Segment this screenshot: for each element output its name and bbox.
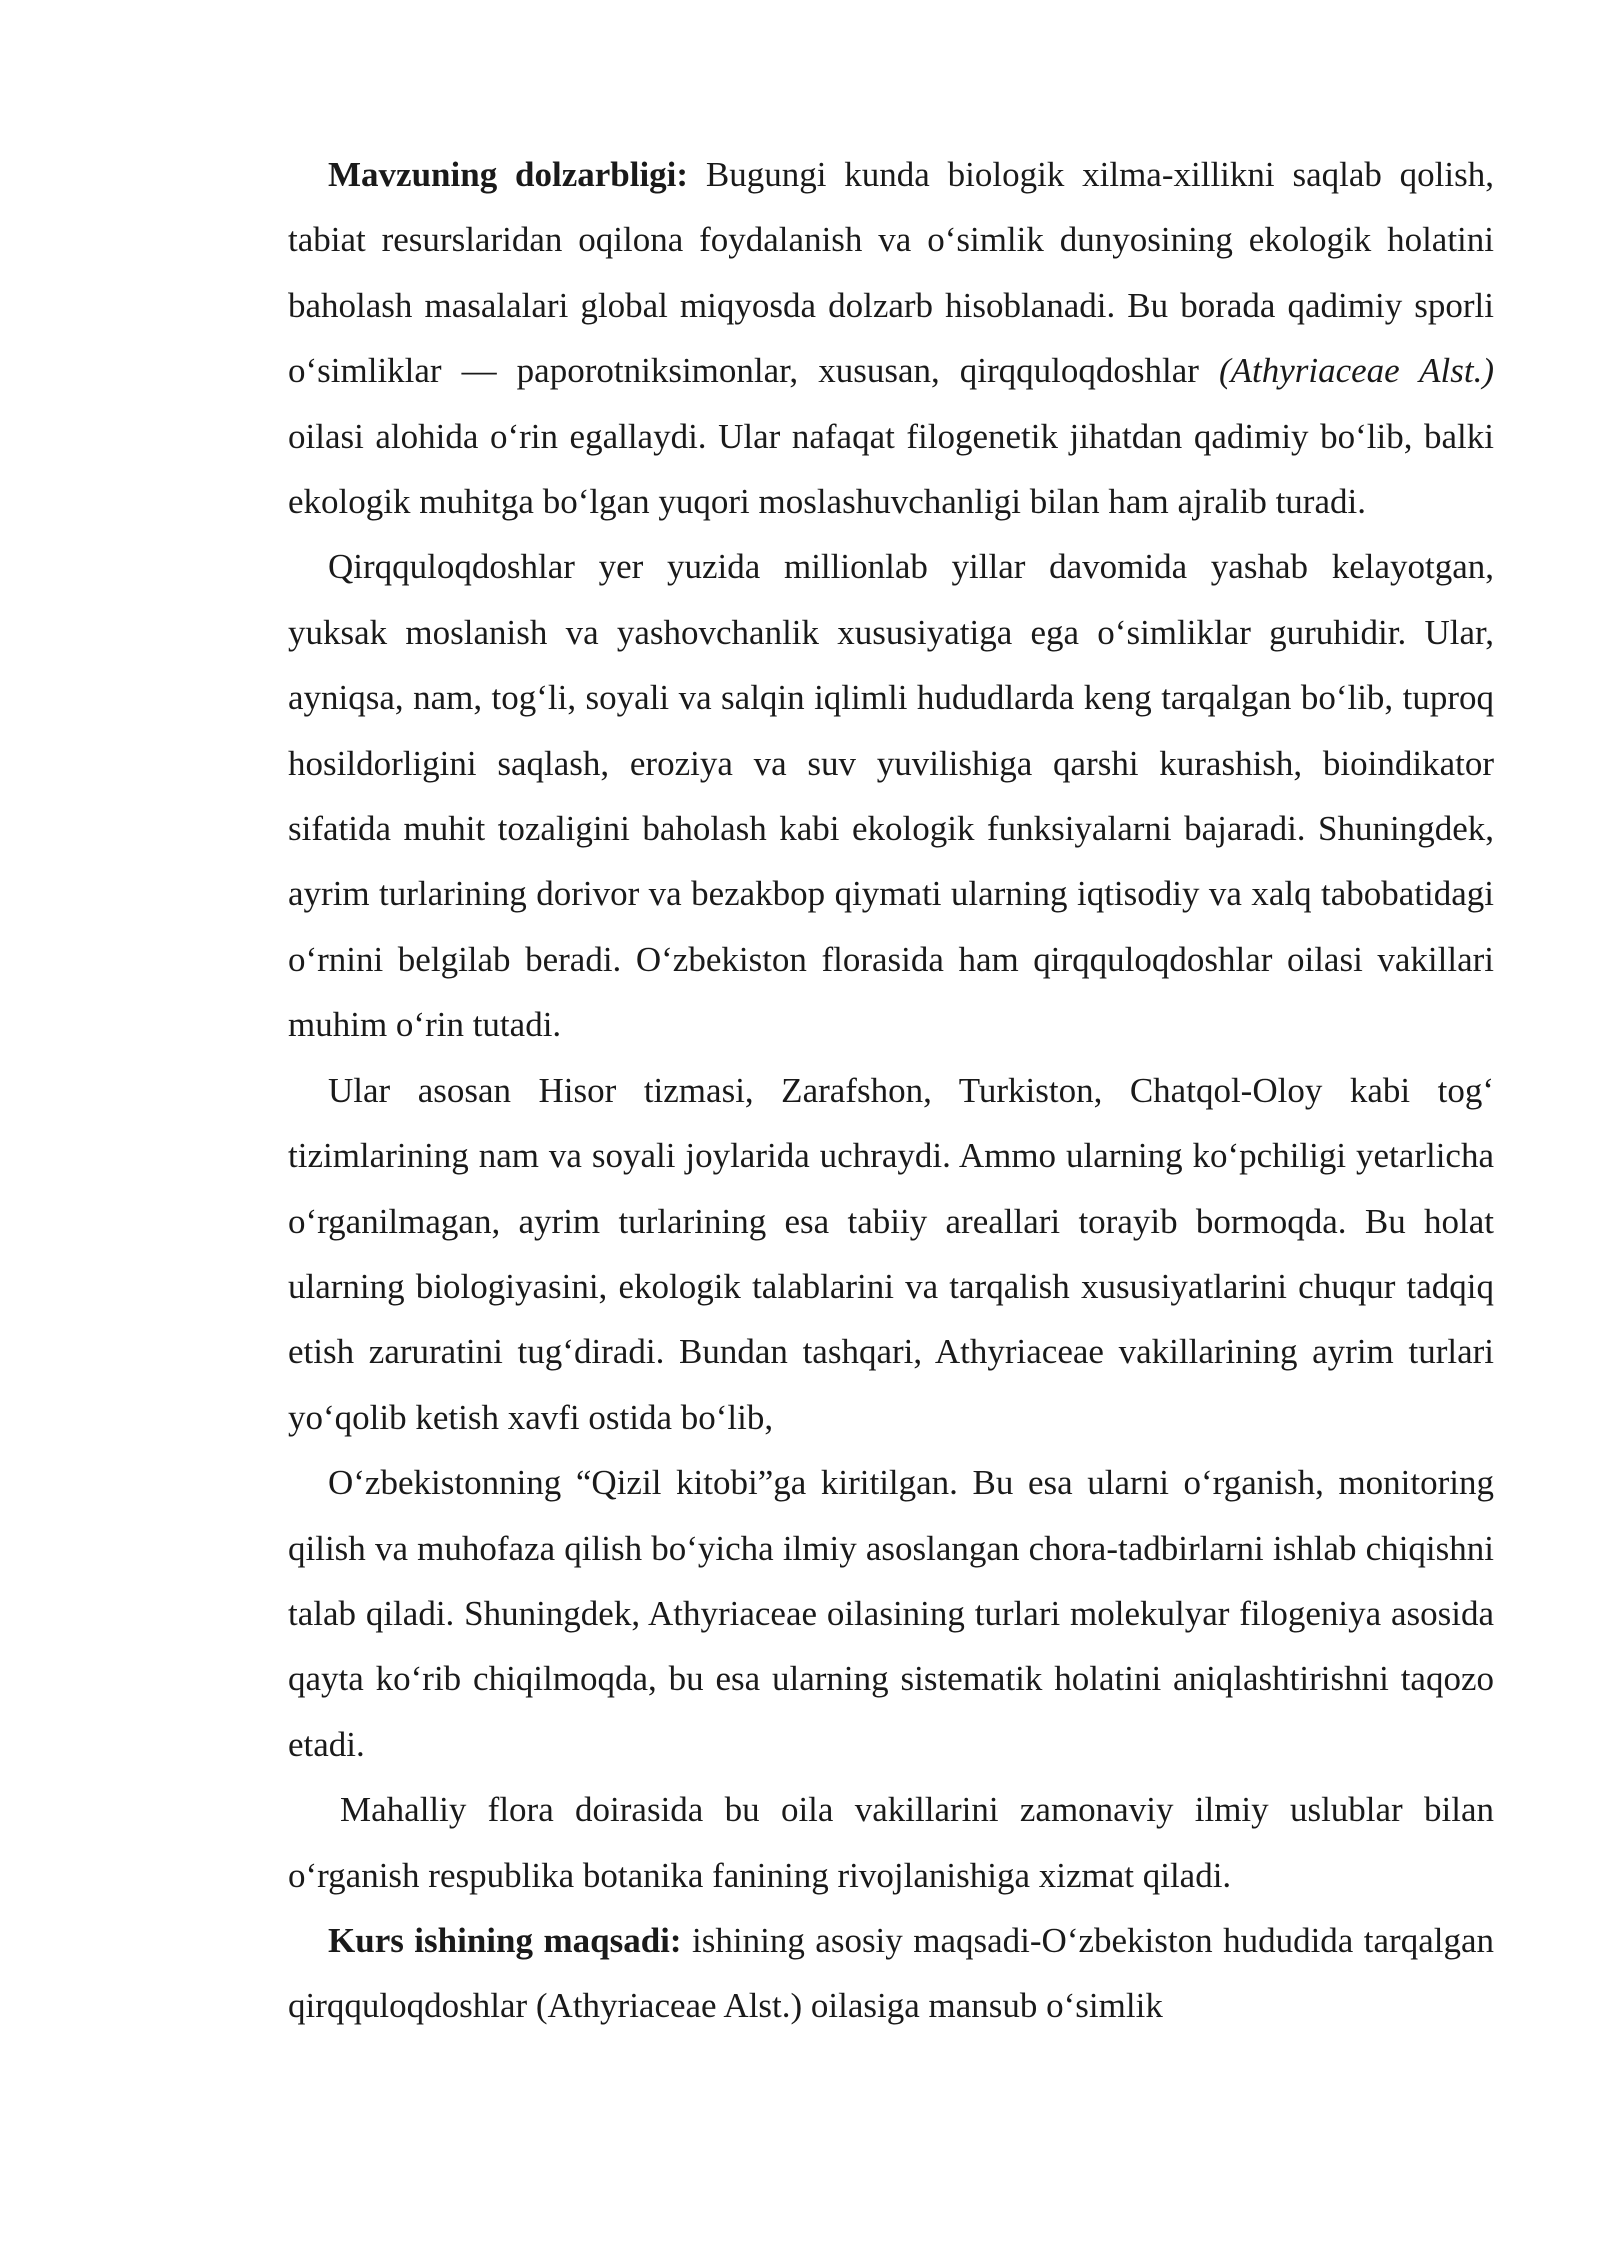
paragraph-description: Qirqquloqdoshlar yer yuzida millionlab yillar davomida yashab kelayotgan, yuksak moslanish va yashovchanlik xususiyatiga ega o‘simliklar guruhidir. Ular, ayniqsa, nam, tog‘li, soyali va salqin iqlimli hududlarda keng tarqalgan bo‘lib, tuproq hosildorligini saqlash, eroziya va suv yuvilishiga qarshi kurashish, bioindikator sifatida muhit tozaligini baholash kabi ekologik funksiyalarni bajaradi. Shuningdek, ayrim turlarining dorivor va bezakbop qiymati ularning iqtisodiy va xalq tabobatidagi o‘rnini belgilab beradi. O‘zbekiston florasida ham qirqquloqdoshlar oilasi vakillari muhim o‘rin tutadi. bbox=[288, 547, 1494, 1045]
paragraph-text: oilasi alohida o‘rin egallaydi. Ular nafaqat filogenetik jihatdan qadimiy bo‘lib, balki ekologik muhitga bo‘lgan yuqori moslashuvchanligi bilan ham ajralib turadi. bbox=[288, 416, 1494, 522]
section-heading-goal: Kurs ishining maqsadi: bbox=[328, 1920, 682, 1960]
paragraph-relevance bbox=[288, 142, 1494, 534]
paragraph-distribution: Ular asosan Hisor tizmasi, Zarafshon, Turkiston, Chatqol-Oloy kabi tog‘ tizimlarining nam va soyali joylarida uchraydi. Ammo ularning ko‘pchiligi yetarlicha o‘rganilmagan, ayrim turlarining esa tabiiy areallari torayib bormoqda. Bu holat ularning biologiyasini, ekologik talablarini va tarqalish xususiyatlarini chuqur tadqiq etish zaruratini tug‘diradi. Bundan tashqari, Athyriaceae vakillarining ayrim turlari yo‘qolib ketish xavfi ostida bo‘lib, bbox=[288, 1070, 1494, 1437]
paragraph-text: ishining asosiy maqsadi-O‘zbekiston hududida tarqalgan qirqquloqdoshlar (Athyriaceae Alst.) oilasiga mansub o‘simlik bbox=[288, 1920, 1495, 2026]
paragraph-goal bbox=[288, 1908, 1494, 2039]
section-heading-relevance: Mavzuning dolzarbligi: bbox=[328, 155, 689, 194]
paragraph-local-flora: Mahalliy flora doirasida bu oila vakillarini zamonaviy ilmiy uslublar bilan o‘rganish respublika botanika fanining rivojlanishiga xizmat qiladi. bbox=[288, 1790, 1494, 1895]
paragraph-red-book: O‘zbekistonning “Qizil kitobi”ga kiritilgan. Bu esa ularni o‘rganish, monitoring qilish va muhofaza qilish bo‘yicha ilmiy asoslangan chora-tadbirlarni ishlab chiqishni talab qiladi. Shuningdek, Athyriaceae oilasining turlari molekulyar filogeniya asosida qayta ko‘rib chiqilmoqda, bu esa ularning sistematik holatini aniqlashtirishni taqozo etadi. bbox=[288, 1463, 1494, 1764]
taxon-name: (Athyriaceae Alst.) bbox=[1218, 351, 1494, 391]
document-page bbox=[288, 142, 1494, 2039]
paragraph-text: Bugungi kunda biologik xilma-xillikni saqlab qolish, tabiat resurslaridan oqilona foydalanish va o‘simlik dunyosining ekologik holatini baholash masalalari global miqyosda dolzarb hisoblanadi. Bu borada qadimiy sporli o‘simliklar — paporotniksimonlar, xususan, qirqquloqdoshlar bbox=[288, 155, 1494, 391]
